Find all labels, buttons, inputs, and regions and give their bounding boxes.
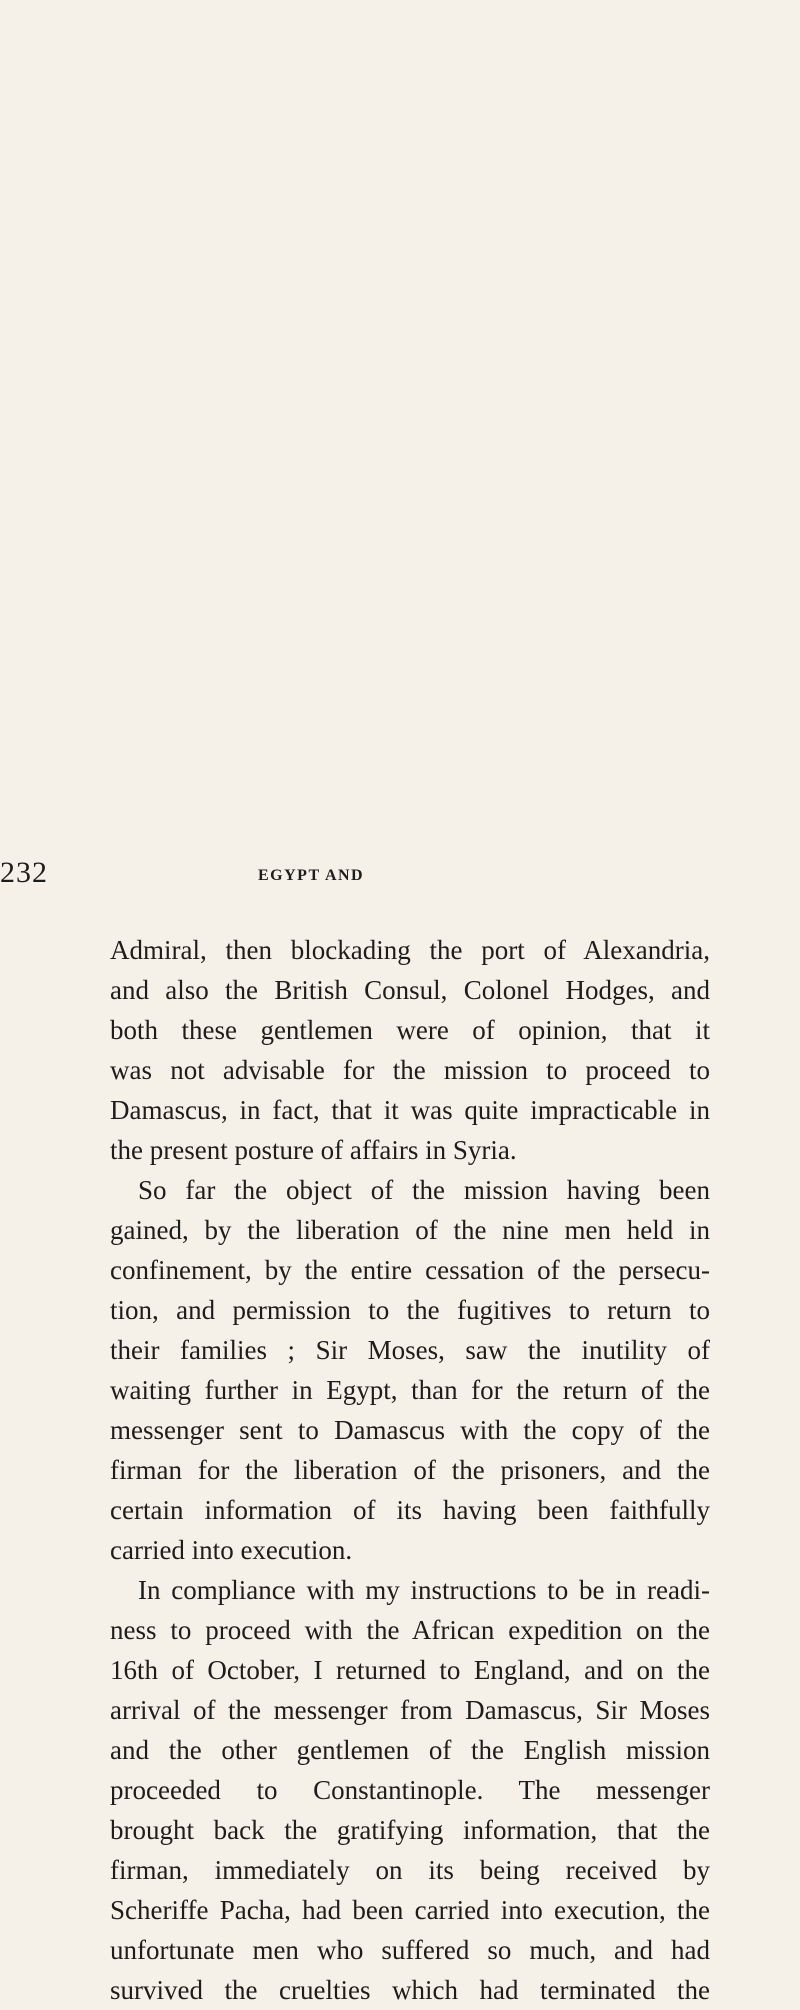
running-title: EGYPT AND	[258, 867, 365, 884]
text-line: 16th of October, I returned to England, and on the	[110, 1655, 710, 1685]
text-line: proceeded to Constantinople. The messenger	[110, 1775, 710, 1805]
text-line: certain information of its having been faithfully	[110, 1495, 710, 1525]
text-line: firman, immediately on its being received by	[110, 1855, 710, 1885]
text-line: was not advisable for the mission to proceed to	[110, 1055, 710, 1085]
text-line: Damascus, in fact, that it was quite impracticable in	[110, 1095, 710, 1125]
text-line: carried into execution.	[110, 1535, 353, 1565]
text-line: and also the British Consul, Colonel Hodges, and	[110, 975, 710, 1005]
text-line: arrival of the messenger from Damascus, Sir Moses	[110, 1695, 710, 1725]
text-line: tion, and permission to the fugitives to return to	[110, 1295, 710, 1325]
text-line: and the other gentlemen of the English mission	[110, 1735, 710, 1765]
text-line: In compliance with my instructions to be in readi-	[138, 1575, 710, 1605]
text-line: the present posture of affairs in Syria.	[110, 1135, 517, 1165]
text-line: both these gentlemen were of opinion, that it	[110, 1015, 710, 1045]
text-line: Admiral, then blockading the port of Alexandria,	[110, 935, 710, 965]
page-number: 232	[0, 856, 48, 889]
page-body-text	[110, 930, 710, 2010]
text-line: Scheriffe Pacha, had been carried into execution, the	[110, 1895, 710, 1925]
text-line: unfortunate men who suffered so much, and had	[110, 1935, 710, 1965]
text-line: brought back the gratifying information, that the	[110, 1815, 710, 1845]
text-line: gained, by the liberation of the nine men held in	[110, 1215, 710, 1245]
text-line: messenger sent to Damascus with the copy of the	[110, 1415, 710, 1445]
text-line: their families ; Sir Moses, saw the inutility of	[110, 1335, 710, 1365]
text-line: So far the object of the mission having been	[138, 1175, 710, 1205]
text-line: waiting further in Egypt, than for the return of the	[110, 1375, 710, 1405]
text-line: confinement, by the entire cessation of the persecu-	[110, 1255, 710, 1285]
text-line: ness to proceed with the African expedition on the	[110, 1615, 710, 1645]
text-line: survived the cruelties which had terminated the	[110, 1975, 710, 2005]
text-line: firman for the liberation of the prisoners, and the	[110, 1455, 710, 1485]
